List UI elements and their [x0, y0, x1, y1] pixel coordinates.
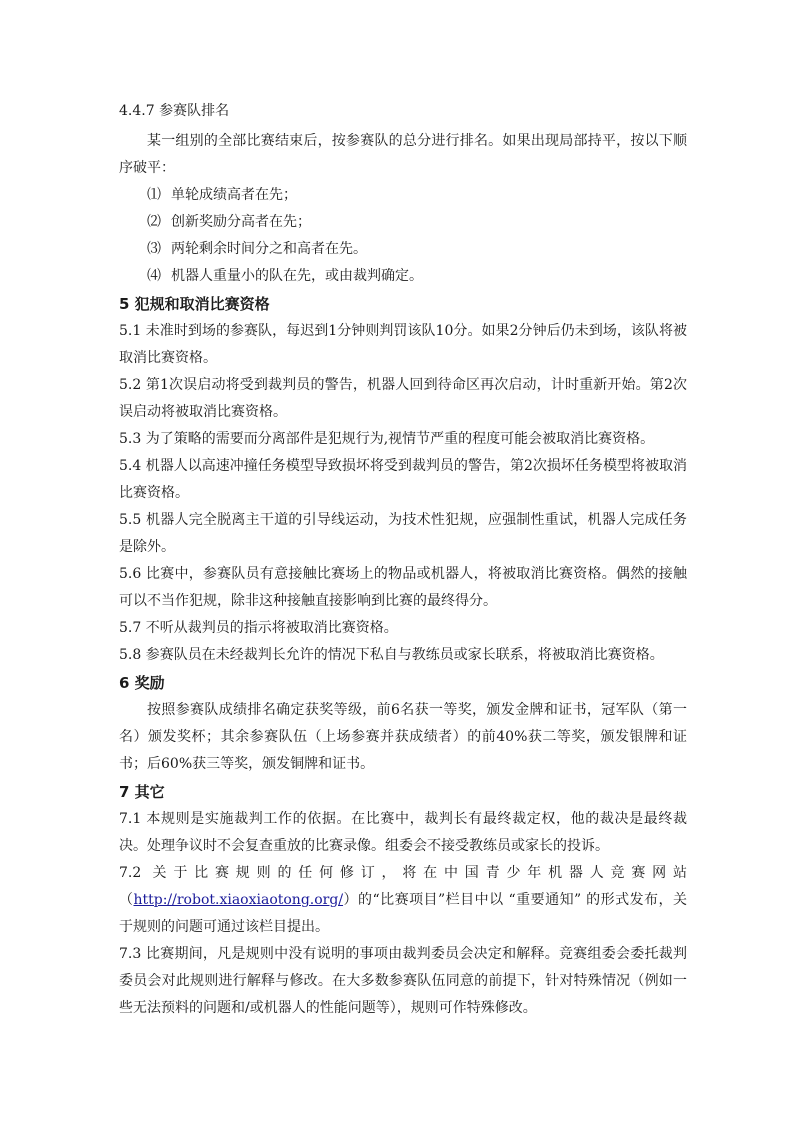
- rule-paragraph: 5.8 参赛队员在未经裁判长允许的情况下私自与教练员或家长联系，将被取消比赛资格。: [119, 647, 664, 663]
- rule-paragraph: 5.1 未准时到场的参赛队，每迟到1分钟则判罚该队10分。如果2分钟后仍未到场，该队将被取消比赛资格。: [119, 323, 687, 366]
- rule-paragraph: 5.2 第1次误启动将受到裁判员的警告，机器人回到待命区再次启动，计时重新开始。第2次误启动将被取消比赛资格。: [119, 377, 687, 420]
- rule-text: 7.2 关于比赛规则的任何修订，将在中国青少年机器人竞赛网站（: [119, 865, 687, 908]
- rule-paragraph: 5.7 不听从裁判员的指示将被取消比赛资格。: [119, 620, 398, 636]
- section-heading: 7 其它: [119, 783, 165, 801]
- rule-paragraph: 5.6 比赛中，参赛队员有意接触比赛场上的物品或机器人，将被取消比赛资格。偶然的接触可以不当作犯规，除非这种接触直接影响到比赛的最终得分。: [119, 566, 687, 609]
- rule-text: ）的“比赛项目”栏目中以 “重要通知” 的形式发布，关于规则的问题可通过该栏目提出。: [119, 892, 688, 935]
- subsection-title: 4.4.7 参赛队排名: [119, 103, 230, 119]
- rule-paragraph: 7.3 比赛期间，凡是规则中没有说明的事项由裁判委员会决定和解释。竞赛组委会委托裁判委员会对此规则进行解释与修改。在大多数参赛队伍同意的前提下，针对特殊情况（例如一些无法预料的问题和/或机器人的性能问题等），规则可作特殊修改。: [119, 946, 687, 1016]
- document-body: [119, 101, 687, 1022]
- rule-paragraph: 5.3 为了策略的需要而分离部件是犯规行为,视情节严重的程度可能会被取消比赛资格。: [119, 431, 655, 447]
- tiebreak-item: [119, 236, 687, 263]
- tiebreak-item: [119, 263, 687, 290]
- tiebreak-item: [119, 182, 687, 209]
- item-number: ⑷: [147, 268, 161, 284]
- website-link[interactable]: http://robot.xiaoxiaotong.org/: [133, 892, 344, 908]
- rule-paragraph: 5.4 机器人以高速冲撞任务模型导致损坏将受到裁判员的警告，第2次损坏任务模型将被取消比赛资格。: [119, 458, 687, 501]
- item-number: ⑵: [147, 214, 161, 230]
- rule-paragraph: 5.5 机器人完全脱离主干道的引导线运动，为技术性犯规，应强制性重试，机器人完成任务是除外。: [119, 512, 687, 555]
- rule-paragraph: 7.1 本规则是实施裁判工作的依据。在比赛中，裁判长有最终裁定权，他的裁决是最终裁决。处理争议时不会复查重放的比赛录像。组委会不接受教练员或家长的投诉。: [119, 811, 687, 854]
- awards-paragraph: 按照参赛队成绩排名确定获奖等级，前6名获一等奖，颁发金牌和证书，冠军队（第一名）颁发奖杯；其余参赛队伍（上场参赛并获成绩者）的前40%获二等奖，颁发银牌和证书；后60%获三等奖，颁发铜牌和证书。: [119, 702, 687, 772]
- tiebreak-item: [119, 209, 687, 236]
- item-text: 单轮成绩高者在先；: [171, 187, 297, 203]
- rule-paragraph: [119, 860, 687, 941]
- item-number: ⑶: [147, 241, 161, 257]
- item-number: ⑴: [147, 187, 161, 203]
- item-text: 创新奖励分高者在先；: [171, 214, 311, 230]
- section-heading: 6 奖励: [119, 674, 165, 692]
- item-text: 机器人重量小的队在先，或由裁判确定。: [171, 268, 423, 284]
- section-heading: 5 犯规和取消比赛资格: [119, 295, 270, 313]
- item-text: 两轮剩余时间分之和高者在先。: [171, 241, 367, 257]
- ranking-intro: 某一组别的全部比赛结束后，按参赛队的总分进行排名。如果出现局部持平，按以下顺序破平：: [119, 133, 687, 176]
